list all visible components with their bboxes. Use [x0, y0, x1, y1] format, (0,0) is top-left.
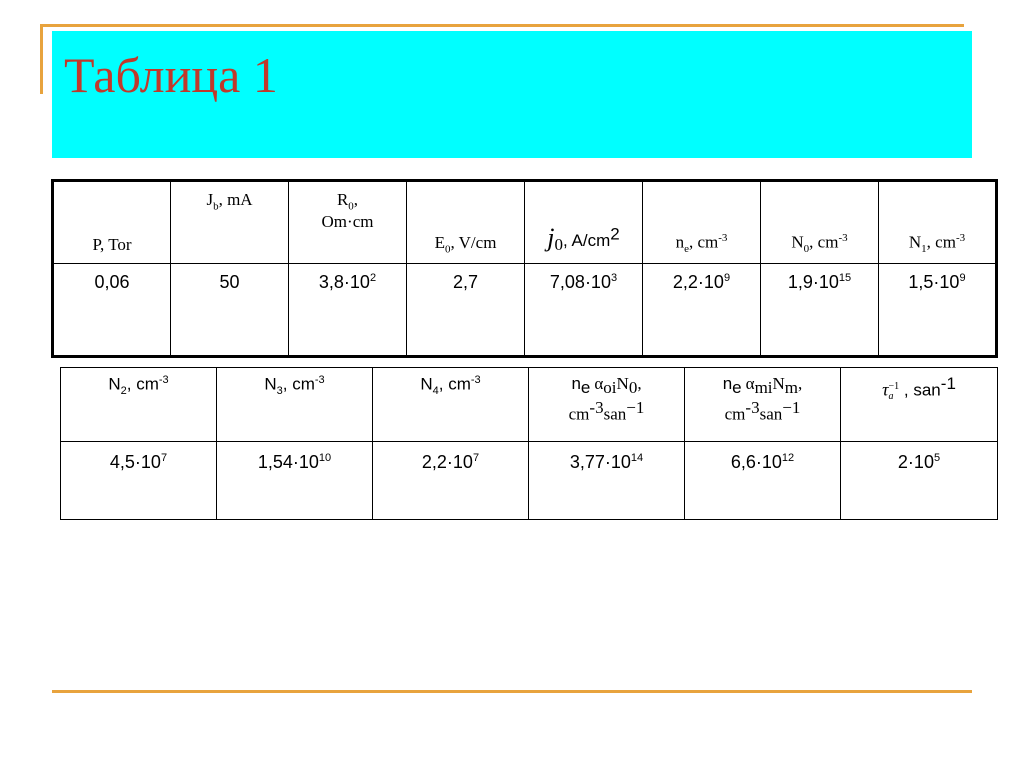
value-current-density: $7,08\cdot 10^3$ — [525, 264, 643, 357]
table-row — [53, 264, 997, 357]
value-n3: $1,54\cdot 10^{10}$ — [217, 442, 373, 520]
value-pressure: 0,06 — [53, 264, 171, 357]
bottom-accent-line — [52, 690, 972, 693]
value-field-strength: 2,7 — [407, 264, 525, 357]
header-pressure: P, Tor — [53, 181, 171, 264]
value-n2: $4,5\cdot 10^7$ — [61, 442, 217, 520]
value-n4: $2,2\cdot 10^7$ — [373, 442, 529, 520]
header-n0: $N_0$, $cm^{-3}$ — [761, 181, 879, 264]
slide-title: Таблица 1 — [64, 47, 278, 103]
value-n0: $1,9\cdot 10^{15}$ — [761, 264, 879, 357]
table-header-row — [61, 368, 998, 442]
parameters-table-1 — [51, 179, 998, 358]
value-n1: $1,5\cdot 10^9$ — [879, 264, 997, 357]
header-field-strength: $E_0$, V/cm — [407, 181, 525, 264]
header-alpha-mi: $n_e$ $\alpha_{mi}N_m$, $cm^{-3}san^{-1}$ — [685, 368, 841, 442]
value-alpha-oi: $3,77\cdot 10^{14}$ — [529, 442, 685, 520]
table-header-row — [53, 181, 997, 264]
header-beam-current: $J_b$, mA — [171, 181, 289, 264]
value-resistance: $3,8\cdot 10^2$ — [289, 264, 407, 357]
value-alpha-mi: $6,6\cdot 10^{12}$ — [685, 442, 841, 520]
value-beam-current: 50 — [171, 264, 289, 357]
header-n2: $N_2$, $cm^{-3}$ — [61, 368, 217, 442]
value-electron-density: $2,2\cdot 10^9$ — [643, 264, 761, 357]
value-tau: $2\cdot 10^5$ — [841, 442, 998, 520]
header-tau: τ−1 a , san$^{-1}$ — [841, 368, 998, 442]
header-current-density: $j_0$, $A/cm^2$ — [525, 181, 643, 264]
table-row — [61, 442, 998, 520]
header-n4: $N_4$, $cm^{-3}$ — [373, 368, 529, 442]
title-band — [52, 31, 972, 158]
left-accent-line — [40, 24, 43, 94]
header-alpha-oi: $n_e$ $\alpha_{oi}N_0$, $cm^{-3}san^{-1}$ — [529, 368, 685, 442]
header-resistance: $R_0$, Om·cm — [289, 181, 407, 264]
parameters-table-2 — [60, 367, 998, 520]
header-n3: $N_3$, $cm^{-3}$ — [217, 368, 373, 442]
header-n1: $N_1$, $cm^{-3}$ — [879, 181, 997, 264]
header-electron-density: $n_e$, $cm^{-3}$ — [643, 181, 761, 264]
top-accent-line — [40, 24, 964, 27]
